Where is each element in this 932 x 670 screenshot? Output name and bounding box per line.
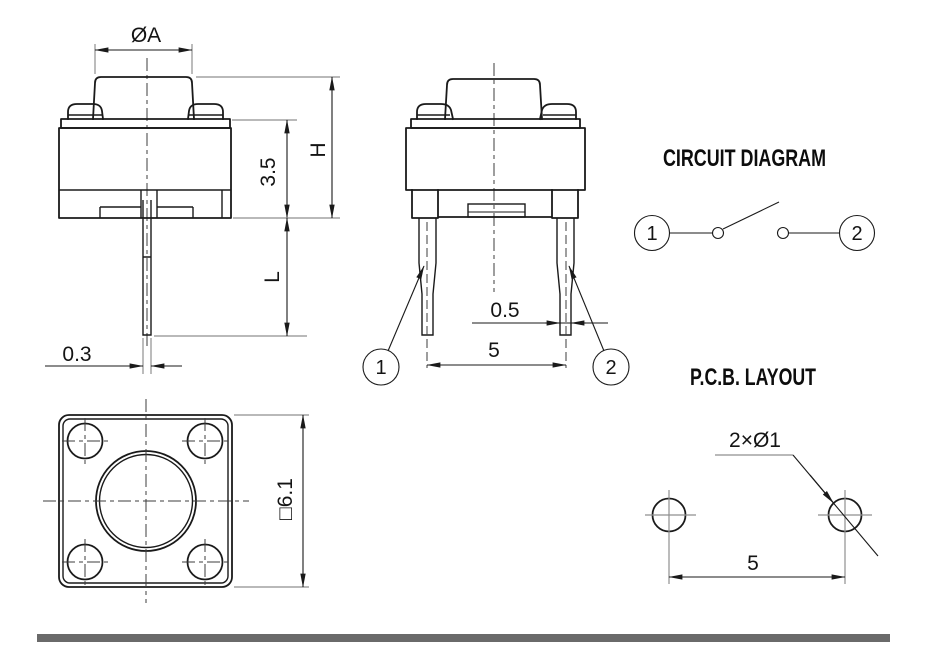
terminal-2-number: 2 [605,357,617,379]
footer-divider-bar [37,634,890,642]
dimension-pin-pitch [427,339,566,365]
circuit-diagram [635,145,875,251]
dimension-pin-thickness [45,338,182,374]
terminal-1-callout [363,266,424,385]
circuit-terminal-1-number: 1 [646,223,658,245]
side-body-outline [59,128,231,218]
dim-pin-length-label: L [261,271,284,283]
side-left-bump [68,104,103,119]
pcb-hole-callout-label: 2×Ø1 [729,429,781,452]
top-view [43,399,309,603]
side-base-slots [141,190,222,218]
front-right-bump [540,104,576,119]
dimension-total-height [196,77,340,218]
circuit-contact-right [778,228,789,239]
dimension-cap-diameter [95,24,192,74]
front-body-outline [406,128,585,190]
circuit-diagram-title: CIRCUIT DIAGRAM [663,145,826,172]
front-view [363,63,629,385]
dim-hole-pitch-label: 5 [747,552,759,575]
dim-total-height-label: H [307,142,330,158]
terminal-1-number: 1 [375,357,387,379]
front-cover-plate [411,119,580,128]
pcb-hole-callout [715,429,878,556]
dim-pin-width-label: 0.5 [490,299,520,322]
dimension-hole-pitch [669,552,845,577]
pcb-layout [645,364,878,584]
dim-base-size-label: □6.1 [274,478,297,520]
side-cover-plate [61,119,230,128]
dim-body-height-label: 3.5 [257,157,280,187]
circuit-contact-left [713,228,724,239]
front-center-tab [468,204,525,217]
side-cap-outline [93,77,194,119]
side-view [45,24,340,374]
pcb-layout-title: P.C.B. LAYOUT [690,364,817,391]
dim-pin-pitch-label: 5 [488,339,500,362]
circuit-switch-arm [723,202,779,229]
dim-cap-diameter-label: ØA [130,24,162,47]
front-left-bump [417,104,453,119]
terminal-2-callout [569,266,629,385]
dimension-pin-length [154,218,307,336]
dim-pin-thickness-label: 0.3 [62,343,92,366]
dimension-body-height [232,120,297,218]
circuit-terminal-2-number: 2 [851,223,863,245]
